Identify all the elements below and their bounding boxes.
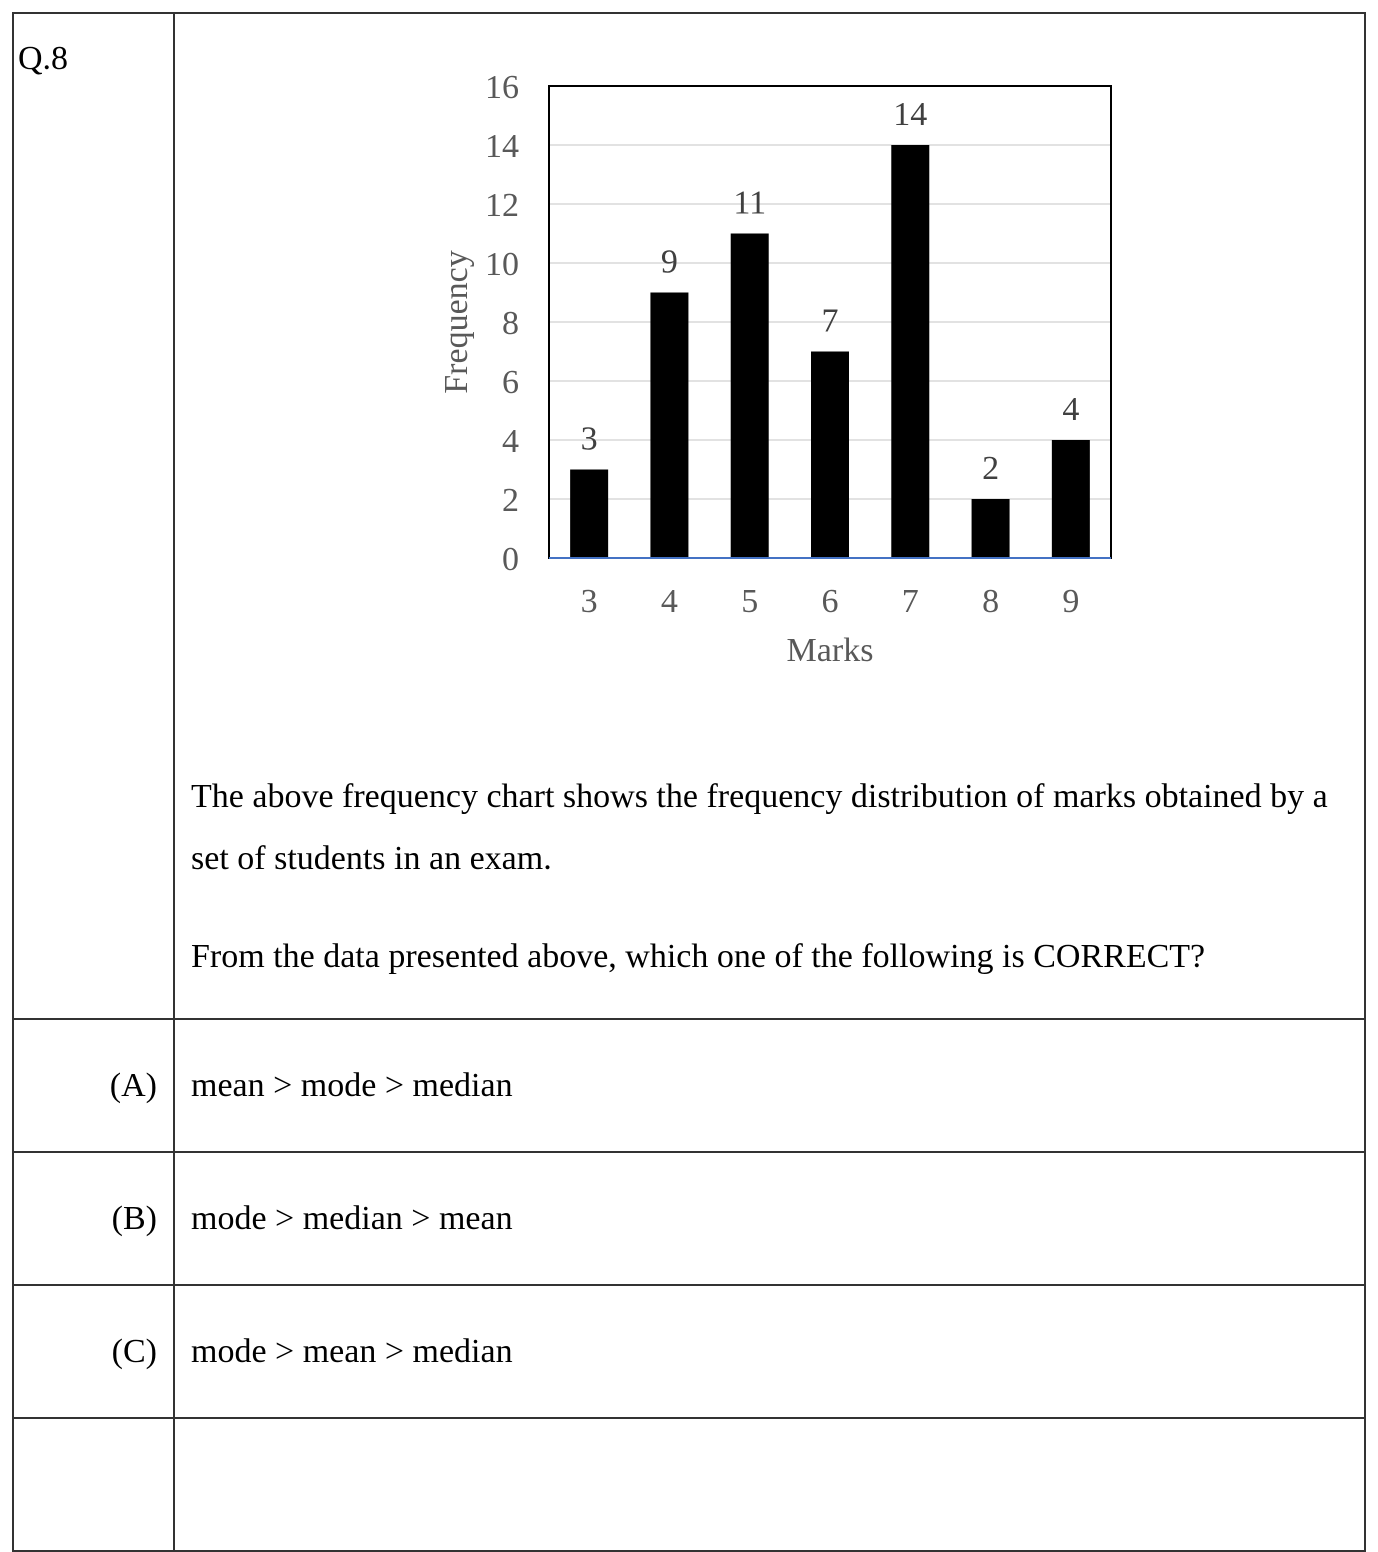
option-c-text[interactable]: mode > mean > median [174,1285,1365,1418]
question-paragraph-1: The above frequency chart shows the frequency distribution of marks obtained by a set of students in an exam. [191,778,1328,877]
x-tick-labels [581,583,1080,620]
frequency-bar-chart [175,14,1365,714]
question-body-cell [174,13,1365,1019]
y-tick-label: 4 [502,423,519,460]
option-d-text-cell [174,1418,1365,1551]
x-tick-label: 7 [901,583,919,620]
y-tick-label: 10 [485,246,519,283]
bar [731,234,769,559]
bars [570,145,1090,558]
y-tick-label: 2 [502,482,519,519]
option-b-label[interactable]: (B) [13,1152,174,1285]
y-tick-label: 12 [485,187,519,224]
data-label: 2 [982,450,1000,487]
x-tick-label: 5 [741,583,759,620]
option-a-text[interactable]: mean > mode > median [174,1019,1365,1152]
data-label: 4 [1062,391,1080,428]
x-tick-label: 4 [660,583,678,620]
question-number-cell [13,13,174,1019]
y-tick-label: 0 [502,541,519,578]
bar [570,470,608,559]
y-tick-label: 16 [485,69,519,106]
data-label: 3 [580,420,598,458]
option-d-row-cell [13,1418,174,1551]
bar [650,293,688,559]
bar [1052,440,1090,558]
y-tick-label: 14 [485,128,519,165]
data-label: 11 [733,184,767,222]
y-tick-label: 6 [502,364,519,401]
bar [811,352,849,559]
option-b-text[interactable]: mode > median > mean [174,1152,1365,1285]
x-tick-label: 3 [580,583,598,620]
x-tick-label: 9 [1062,583,1080,620]
y-tick-label: 8 [502,305,519,342]
option-c-label[interactable]: (C) [13,1285,174,1418]
x-tick-label: 8 [982,583,1000,620]
data-label: 7 [821,302,839,340]
x-axis-label: Marks [786,632,874,669]
option-a-label[interactable]: (A) [13,1019,174,1152]
bar [972,499,1010,558]
y-axis-label: Frequency [438,250,475,394]
y-tick-labels [485,69,519,578]
question-paragraph-2: From the data presented above, which one of the following is CORRECT? [191,938,1206,975]
data-label: 9 [660,243,678,281]
x-tick-label: 6 [821,583,839,620]
bar [891,145,929,558]
question-number: Q.8 [18,40,69,77]
data-label: 14 [893,96,928,133]
question-table [12,12,1366,1552]
